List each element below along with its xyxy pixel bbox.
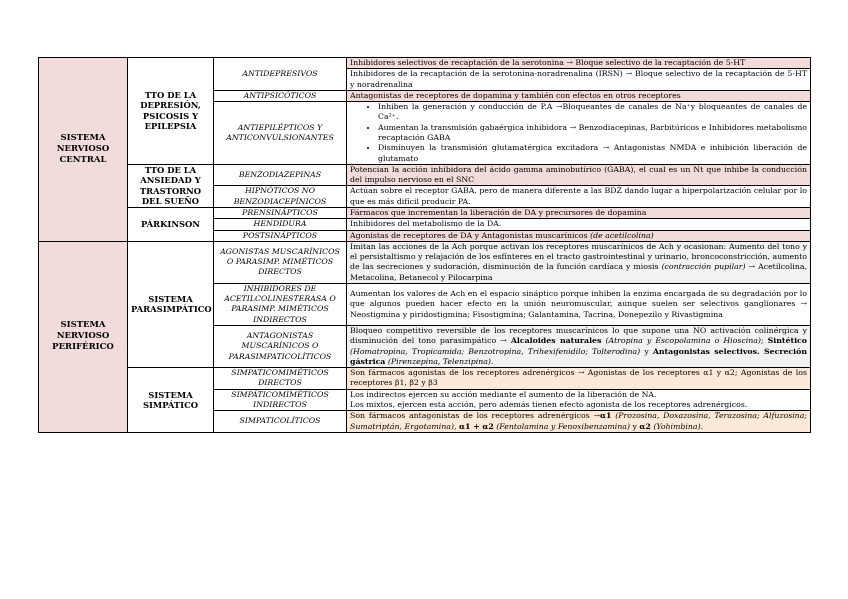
table-row xyxy=(39,241,811,283)
desc-inhibidores-ache: Aumentan los valores de Ach en el espacio sináptico porque inhiben la enzima encargada de su degradación por lo que algunos pueden hacer efecto en la unión neuromuscular, aunque suelen ser selectivos ganglionares → Neostigmina y piridostigmina; Fisostigmina; Galantamina, Tacrina, Donepezilo y Rivastigmina xyxy=(347,283,811,325)
drug-simp-indirectos: SIMPÁTICOMIMÉTICOS INDIRECTOS xyxy=(214,389,347,411)
group-depresion-cell: TTO DE LA DEPRESIÓN, PSICOSIS Y EPILEPSIA xyxy=(128,58,214,165)
drug-inhibidores-ache: INHIBIDORES DE ACETILCOLINESTERASA O PARASIMP. MIMÉTICOS INDIRECTOS xyxy=(214,283,347,325)
system-central-cell: SISTEMA NERVIOSO CENTRAL xyxy=(39,58,128,242)
desc-simpaticoliticos xyxy=(347,411,811,433)
simpaticoliticos-a1a2-list: (Fentolamina y Fenoxibenzamina) xyxy=(496,421,631,431)
desc-antagonistas-musc: Bloqueo competitivo reversible de los receptores muscarínicos lo que supone una NO activación colinérgica y disminución del tono parasimpático → Alcaloides naturales (Atropina y Escopolamina o Hioscina); Sintético (Homatropina, Tropicamida; Benzotropina, Trihexifenidilo; Tolterodina) y Antagonistas selectivos. Secreción gástrica (Pirenzepina, Telenzipina). xyxy=(347,326,811,368)
group-simpatico-cell: SISTEMA SIMPÁTICO xyxy=(128,368,214,433)
desc-antiepilepticos xyxy=(347,102,811,165)
drug-hipnoticos: HIPNÓTICOS NO BENZODIACEPÍNICOS xyxy=(214,186,347,208)
desc-hipnoticos: Actúan sobre el receptor GABA, pero de manera diferente a las BDZ dando lugar a hiperpolarización celular por lo que es más difícil producir PA. xyxy=(347,186,811,208)
agonistas-drugs: → Acetilcolina, Metacolina, Betanecol y Pilocarpina xyxy=(350,262,807,282)
drug-hendidura: HENDIDURA xyxy=(214,219,347,230)
simpaticoliticos-y: y xyxy=(632,421,637,431)
table-row xyxy=(39,164,811,186)
list-item: • Inhiben la generación y conducción de P.A →Bloqueantes de canales de Na⁺y bloqueantes de canales de Ca²⁺. xyxy=(378,102,807,123)
simpaticoliticos-a2-list: (Yohimbina). xyxy=(653,421,704,431)
antag-sintetico-list: (Homatropina, Tropicamida; Benzotropina, Trihexifenidilo; Tolterodina) xyxy=(350,346,641,356)
simp-indirectos-line-2: Los mixtos, ejercen esta acción, pero además tienen efecto agonista de los receptores adrenérgicos. xyxy=(350,400,748,409)
simpaticoliticos-a1-list: (Prozosina, Doxazosina, Terazosina; Alfuzosina; Sumatriptán, Ergotamina), xyxy=(350,411,807,431)
group-ansiedad-cell: TTO DE LA ANSIEDAD Y TRASTORNO DEL SUEÑO xyxy=(128,164,214,207)
simpaticoliticos-text: Son fármacos antagonistas de los receptores adrenérgicos → xyxy=(350,411,601,421)
antag-selectivos-list: (Pirenzepina, Telenzipina). xyxy=(387,356,494,366)
table-row xyxy=(39,368,811,390)
desc-simp-indirectos xyxy=(347,389,811,411)
table-row xyxy=(39,58,811,69)
drug-antagonistas-musc: ANTAGONISTAS MUSCARÍNICOS O PARASIMPATICOLÍTICOS xyxy=(214,326,347,368)
postsinapticos-note: (de acetilcolina) xyxy=(590,230,654,240)
desc-antipsicoticos: Antagonistas de receptores de dopamina y también con efectos en otros receptores xyxy=(347,90,811,101)
group-parasimpatico-cell: SISTEMA PARASIMPÁTICO xyxy=(128,241,214,367)
drug-benzodiazepinas: BENZODIAZEPINAS xyxy=(214,164,347,186)
postsinapticos-text: Agonistas de receptores de DA y Antagonistas muscarínicos xyxy=(350,230,588,240)
simp-indirectos-line-1: Los indirectos ejercen su acción mediante el aumento de la liberación de NA. xyxy=(350,389,657,399)
simpaticoliticos-a1a2: α1 + α2 xyxy=(458,421,494,431)
desc-simp-directos: Son fármacos agonistas de los receptores adrenérgicos → Agonistas de los receptores α1 y α2; Agonistas de los receptores β1, β2 y β3 xyxy=(347,368,811,390)
desc-benzodiazepinas: Potencian la acción inhibidora del ácido gamma aminobutírico (GABA), el cual es un Nt que inhibe la conducción del impulso nervioso en el SNC xyxy=(347,164,811,186)
drug-antipsicoticos: ANTIPSICÓTICOS xyxy=(214,90,347,101)
antiepilepticos-list xyxy=(350,102,807,164)
drug-simp-directos: SIMPATICOMIMÉTICOS DIRECTOS xyxy=(214,368,347,390)
group-parkinson-cell: PÁRKINSON xyxy=(128,207,214,241)
drug-agonistas-musc: AGONISTAS MUSCARÍNICOS O PARASIMP. MIMÉTICOS DIRECTOS xyxy=(214,241,347,283)
agonistas-text: Imitan las acciones de la Ach porque activan los receptores muscarínicos de Ach y ocasionan: Aumento del tono y el persistaltismo y relajación de los esfínteres en el tracto gastrointestinal y urinario, broncoconstricción, aumento de las secreciones y sudoración, disminución de la función cardíaca y miosis xyxy=(350,241,807,272)
agonistas-note: (contracción pupilar) xyxy=(661,262,746,272)
desc-agonistas-musc xyxy=(347,241,811,283)
table-row xyxy=(39,207,811,218)
list-item: • Aumentan la transmisión gabaérgica inhibidora → Benzodiacepinas, Barbitúricos e Inhibidores metabolismo recaptación GABA xyxy=(378,123,807,144)
list-item: • Disminuyen la transmisión glutamatérgica excitadora → Antagonistas NMDA e inhibición liberación de glutamato xyxy=(378,143,807,164)
drug-simpaticoliticos: SIMPATICOLÍTICOS xyxy=(214,411,347,433)
system-peripheral-cell: SISTEMA NERVIOSO PERIFÉRICO xyxy=(39,241,128,432)
desc-hendidura: Inhibidores del metabolismo de la DA. xyxy=(347,219,811,230)
antag-text: Bloqueo competitivo reversible de los receptores muscarínicos lo que supone una NO activación colinérgica y disminución del tono parasimpático → xyxy=(350,326,807,346)
antag-selectivos: Antagonistas selectivos. Secreción gástrica xyxy=(350,346,808,366)
desc-irsn: Inhibidores de la recaptación de la serotonina-noradrenalina (IRSN) → Bloque selectivo de la recaptación de 5-HT y noradrenalina xyxy=(347,69,811,91)
antag-sintetico: Sintético xyxy=(767,336,807,346)
drug-antiepilepticos: ANTIEPILÉPTICOS Y ANTICONVULSIONANTES xyxy=(214,102,347,165)
desc-presinapticos: Fármacos que incrementan la liberación de DA y precursores de dopamina xyxy=(347,207,811,218)
antag-y: y xyxy=(644,346,649,356)
drug-antidepresivos: ANTIDEPRESIVOS xyxy=(214,58,347,91)
desc-postsinapticos xyxy=(347,230,811,241)
antag-alcaloides: Alcaloides naturales xyxy=(510,336,602,346)
pharmacology-table xyxy=(38,57,811,433)
desc-isrs: Inhibidores selectivos de recaptación de la serotonina → Bloque selectivo de la recaptación de 5-HT xyxy=(347,58,811,69)
simpaticoliticos-a1: α1 xyxy=(600,411,612,421)
antag-alcaloides-list: (Atropina y Escopolamina o Hioscina) xyxy=(605,336,761,346)
drug-presinapticos: PRENSINÁPTICOS xyxy=(214,207,347,218)
drug-postsinapticos: POSTSINÁPTICOS xyxy=(214,230,347,241)
simpaticoliticos-a2: α2 xyxy=(639,421,651,431)
